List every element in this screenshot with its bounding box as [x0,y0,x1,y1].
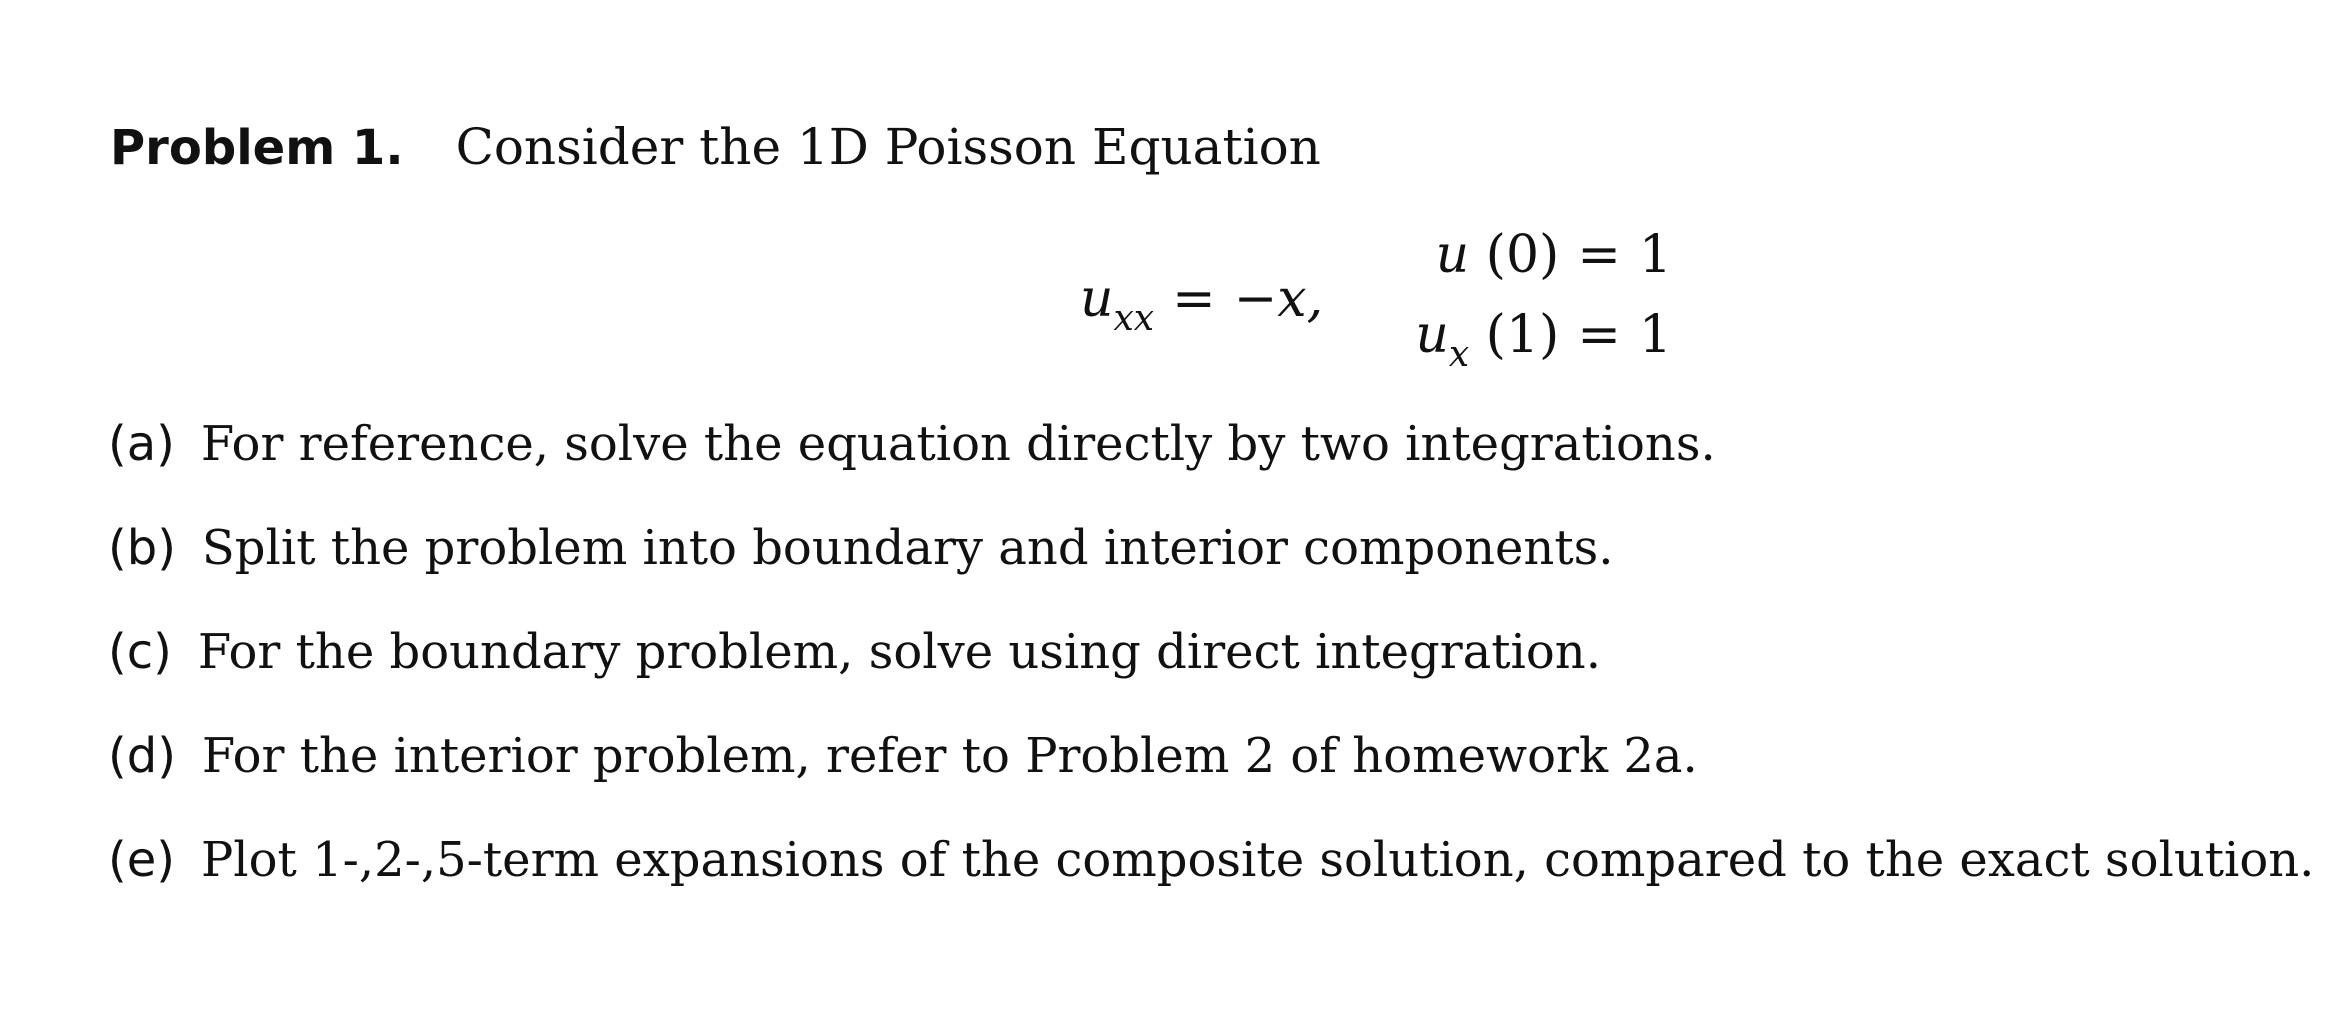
part-marker: (e) [108,832,175,888]
part-d [108,720,2314,824]
part-text: Plot 1-,2-,5-term expansions of the composite solution, compared to the exact solution. [200,832,2315,888]
part-marker: (d) [108,728,176,784]
bc1-var: u [1435,225,1470,285]
bc1-arg: (0) [1485,225,1560,285]
pde-rhs: −x, [1233,269,1324,329]
bc2-value: 1 [1638,305,1672,365]
problem-label: Problem 1. [110,120,404,176]
part-text: For the interior problem, refer to Problem 2 of homework 2a. [201,728,1698,784]
bc1-equals: = [1577,225,1621,285]
part-text: For the boundary problem, solve using direct integration. [197,624,1601,680]
part-c [108,616,2314,720]
part-marker: (a) [108,416,175,472]
part-text: For reference, solve the equation directly by two integrations. [200,416,1716,472]
poisson-equation [0,0,2332,400]
pde-lhs-sub: xx [1113,298,1155,339]
bc2-equals: = [1577,305,1621,365]
pde-expression [1080,264,1323,340]
bc2-var: u [1415,305,1449,365]
problem-intro: Consider the 1D Poisson Equation [455,118,1321,176]
pde-lhs-var: u [1080,269,1114,329]
part-a [108,408,2314,512]
part-text: Split the problem into boundary and interior components. [201,520,1614,576]
bc1-value: 1 [1638,225,1672,285]
pde-equals: = [1172,269,1216,329]
boundary-condition-1 [1436,220,1672,290]
part-e [108,824,2314,928]
bc2-sub: x [1448,334,1470,375]
part-b [108,512,2314,616]
part-marker: (b) [108,520,176,576]
bc2-arg: (1) [1485,305,1560,365]
part-marker: (c) [108,624,172,680]
problem-parts-list [108,408,2314,928]
boundary-condition-2 [1415,300,1672,376]
